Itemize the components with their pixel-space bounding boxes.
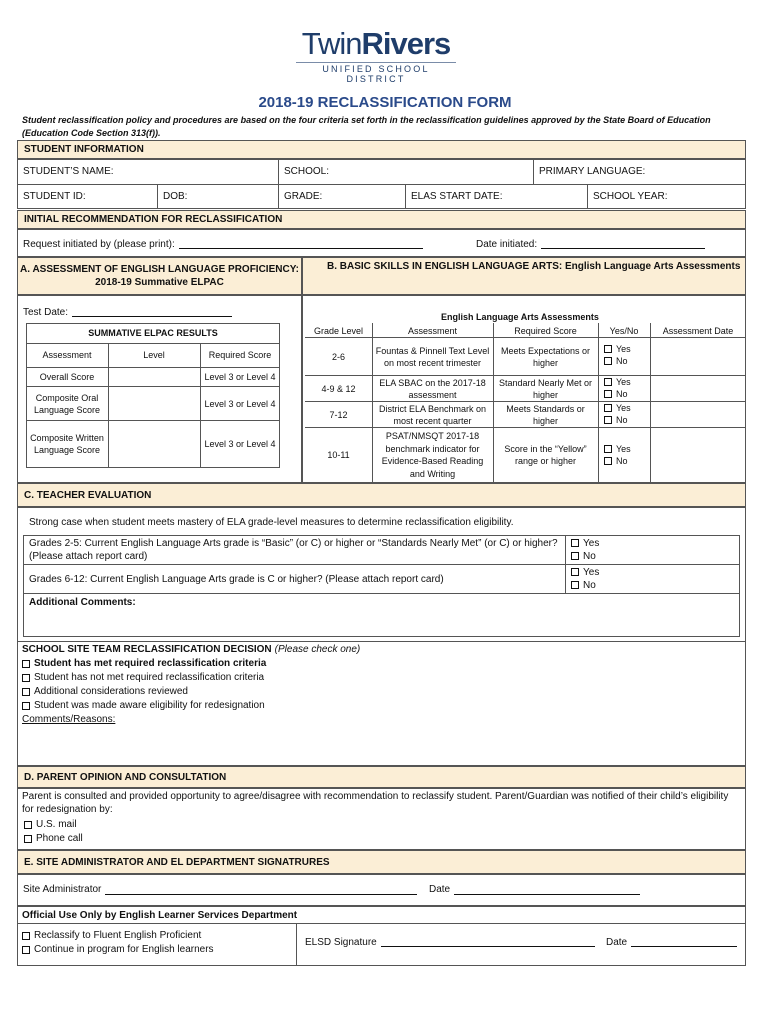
elpac-row-required: Level 3 or Level 4 xyxy=(204,398,276,409)
ela-col-yesno: Yes/No xyxy=(609,325,639,336)
no-checkbox[interactable] xyxy=(604,414,628,426)
ela-row-assessment: Fountas & Pinnell Text Level on most recent trimester xyxy=(375,345,490,368)
primary-language-field[interactable]: PRIMARY LANGUAGE: xyxy=(539,165,646,177)
test-date-label: Test Date: xyxy=(23,306,69,318)
district-logo xyxy=(296,26,456,84)
official-use-header: Official Use Only by English Learner Services Department xyxy=(22,909,298,921)
intro-text: Student reclassification policy and procedures are based on the four criteria set forth in the reclassification guidelines approved by the State Board of Education (Education Code Section 313(f)). xyxy=(22,115,711,138)
grades-2-5-yesno xyxy=(571,537,599,563)
ela-col-required: Required Score xyxy=(514,325,577,336)
logo-subtitle: UNIFIED SCHOOL DISTRICT xyxy=(296,62,456,84)
decision-title xyxy=(22,643,360,656)
ela-row-yesno xyxy=(604,402,631,427)
date-label: Date xyxy=(606,936,628,948)
no-label: No xyxy=(616,356,628,366)
no-label: No xyxy=(583,551,596,562)
school-year-field[interactable]: SCHOOL YEAR: xyxy=(593,190,668,202)
yes-checkbox[interactable] xyxy=(604,443,631,455)
logo-text-rivers: Rivers xyxy=(361,26,451,61)
school-field[interactable]: SCHOOL: xyxy=(284,165,330,177)
elpac-row-required: Level 3 or Level 4 xyxy=(204,371,276,382)
ela-table-title: English Language Arts Assessments xyxy=(441,311,599,322)
form-title: 2018-19 RECLASSIFICATION FORM xyxy=(258,94,512,111)
yes-label: Yes xyxy=(616,377,631,387)
elpac-row-assessment: Composite Written Language Score xyxy=(30,433,104,455)
decision-option-label: Additional considerations reviewed xyxy=(34,686,188,697)
elpac-row-assessment: Overall Score xyxy=(39,371,95,382)
dob-field[interactable]: DOB: xyxy=(163,190,188,202)
ela-col-assessment: Assessment xyxy=(407,325,458,336)
ela-col-date: Assessment Date xyxy=(662,325,734,336)
ela-row-assessment: PSAT/NMSQT 2017-18 benchmark indicator for Evidence-Based Reading and Writing xyxy=(381,431,484,479)
ela-row-grade: 4-9 & 12 xyxy=(321,383,356,394)
site-administrator-signature[interactable] xyxy=(23,882,417,897)
us-mail-checkbox[interactable] xyxy=(24,818,77,831)
ela-col-grade: Grade Level xyxy=(313,325,364,336)
ela-row-grade: 7-12 xyxy=(329,409,348,420)
grades-2-5-criteria: Grades 2-5: Current English Language Arts grade is “Basic” (or C) or higher or “Standards Nearly Met” (or C) or higher? (Please attach report card) xyxy=(29,538,558,562)
no-checkbox[interactable] xyxy=(571,579,596,592)
strong-case-text: Strong case when student meets mastery of ELA grade-level measures to determine reclassification eligibility. xyxy=(29,517,514,528)
continue-program-label: Continue in program for English learners xyxy=(34,944,214,955)
decision-option-met[interactable] xyxy=(22,657,266,670)
elas-start-date-field[interactable]: ELAS START DATE: xyxy=(411,190,503,202)
grade-field[interactable]: GRADE: xyxy=(284,190,323,202)
section-c-header: C. TEACHER EVALUATION xyxy=(17,483,746,507)
no-checkbox[interactable] xyxy=(604,355,628,367)
section-a-title: A. ASSESSMENT OF ENGLISH LANGUAGE PROFICIENCY: xyxy=(20,264,299,275)
initial-recommendation-header: INITIAL RECOMMENDATION FOR RECLASSIFICATION xyxy=(17,210,746,229)
decision-option-not-met[interactable] xyxy=(22,671,264,684)
section-a-header xyxy=(17,257,302,295)
ela-row-required: Meets Standards or higher xyxy=(506,403,585,426)
elsd-signature-field[interactable] xyxy=(305,935,595,949)
decision-option-aware[interactable] xyxy=(22,699,265,712)
parent-consultation-text: Parent is consulted and provided opportunity to agree/disagree with recommendation to reclassify student. Parent/Guardian was notified of their child’s eligibility for redesignation by: xyxy=(22,791,729,815)
elpac-row-assessment: Composite Oral Language Score xyxy=(33,392,101,415)
date-initiated-field[interactable] xyxy=(476,236,705,252)
no-checkbox[interactable] xyxy=(604,388,628,400)
comments-reasons-field[interactable]: Comments/Reasons: xyxy=(22,714,116,725)
section-d-header: D. PARENT OPINION AND CONSULTATION xyxy=(17,766,746,788)
grades-6-12-yesno xyxy=(571,566,599,592)
student-id-field[interactable]: STUDENT ID: xyxy=(23,190,86,202)
phone-call-label: Phone call xyxy=(36,833,83,844)
phone-call-checkbox[interactable] xyxy=(24,832,83,845)
student-info-header: STUDENT INFORMATION xyxy=(17,140,746,159)
elpac-table-title: SUMMATIVE ELPAC RESULTS xyxy=(88,328,218,338)
no-label: No xyxy=(616,456,628,466)
yes-checkbox[interactable] xyxy=(571,566,599,579)
student-name-field[interactable]: STUDENT’S NAME: xyxy=(23,165,114,177)
date-initiated-label: Date initiated: xyxy=(476,238,538,250)
ela-row-required: Meets Expectations or higher xyxy=(500,345,591,368)
elsd-signature-label: ELSD Signature xyxy=(305,936,377,948)
ela-row-yesno xyxy=(604,343,631,369)
elpac-col-level: Level xyxy=(143,350,165,360)
no-label: No xyxy=(583,580,596,591)
reclassify-fep-checkbox[interactable] xyxy=(22,929,201,942)
additional-comments-field[interactable]: Additional Comments: xyxy=(29,597,136,608)
logo-text-twin: Twin xyxy=(301,26,362,61)
yes-label: Yes xyxy=(616,403,631,413)
yes-label: Yes xyxy=(583,567,600,578)
yes-label: Yes xyxy=(616,344,631,354)
ela-row-required: Score in the “Yellow” range or higher xyxy=(504,444,587,466)
yes-label: Yes xyxy=(616,444,631,454)
yes-checkbox[interactable] xyxy=(604,376,631,388)
section-b-header: B. BASIC SKILLS IN ENGLISH LANGUAGE ARTS: English Language Arts Assessments xyxy=(302,257,746,295)
no-checkbox[interactable] xyxy=(571,550,596,563)
decision-hint: (Please check one) xyxy=(274,644,361,655)
section-a-subtitle: 2018-19 Summative ELPAC xyxy=(95,277,224,288)
grades-6-12-criteria: Grades 6-12: Current English Language Arts grade is C or higher? (Please attach report card) xyxy=(29,573,444,585)
ela-row-yesno xyxy=(604,428,631,482)
no-label: No xyxy=(616,389,628,399)
decision-option-additional[interactable] xyxy=(22,685,188,698)
elsd-date-field[interactable] xyxy=(606,935,737,949)
ela-row-grade: 2-6 xyxy=(331,351,345,362)
elpac-col-assessment: Assessment xyxy=(42,350,92,360)
decision-option-label: Student has met required reclassification criteria xyxy=(34,658,267,669)
elpac-row-required: Level 3 or Level 4 xyxy=(204,439,276,449)
yes-checkbox[interactable] xyxy=(571,537,599,550)
request-initiated-label: Request initiated by (please print): xyxy=(23,238,175,250)
yes-checkbox[interactable] xyxy=(604,402,631,414)
ela-row-assessment: ELA SBAC on the 2017-18 assessment xyxy=(379,377,486,400)
yes-label: Yes xyxy=(583,538,600,549)
reclassify-fep-label: Reclassify to Fluent English Proficient xyxy=(34,930,202,941)
site-administrator-label: Site Administrator xyxy=(23,884,102,895)
us-mail-label: U.S. mail xyxy=(36,819,77,830)
decision-option-label: Student has not met required reclassification criteria xyxy=(34,672,265,683)
continue-program-checkbox[interactable] xyxy=(22,943,214,956)
section-e-header: E. SITE ADMINISTRATOR AND EL DEPARTMENT SIGNATRURES xyxy=(17,850,746,874)
date-label: Date xyxy=(429,884,451,895)
test-date-field[interactable] xyxy=(23,305,232,319)
request-initiated-field[interactable] xyxy=(23,236,423,252)
site-administrator-date[interactable] xyxy=(429,882,640,897)
ela-row-yesno xyxy=(604,376,631,401)
ela-row-grade: 10-11 xyxy=(327,450,350,460)
no-label: No xyxy=(616,415,628,425)
decision-option-label: Student was made aware eligibility for redesignation xyxy=(34,700,265,711)
ela-row-assessment: District ELA Benchmark on most recent quarter xyxy=(378,403,487,426)
yes-checkbox[interactable] xyxy=(604,343,631,355)
ela-row-required: Standard Nearly Met or higher xyxy=(498,377,593,400)
no-checkbox[interactable] xyxy=(604,455,628,467)
decision-title-text: SCHOOL SITE TEAM RECLASSIFICATION DECISION xyxy=(22,644,272,655)
elpac-col-required: Required Score xyxy=(208,350,272,360)
